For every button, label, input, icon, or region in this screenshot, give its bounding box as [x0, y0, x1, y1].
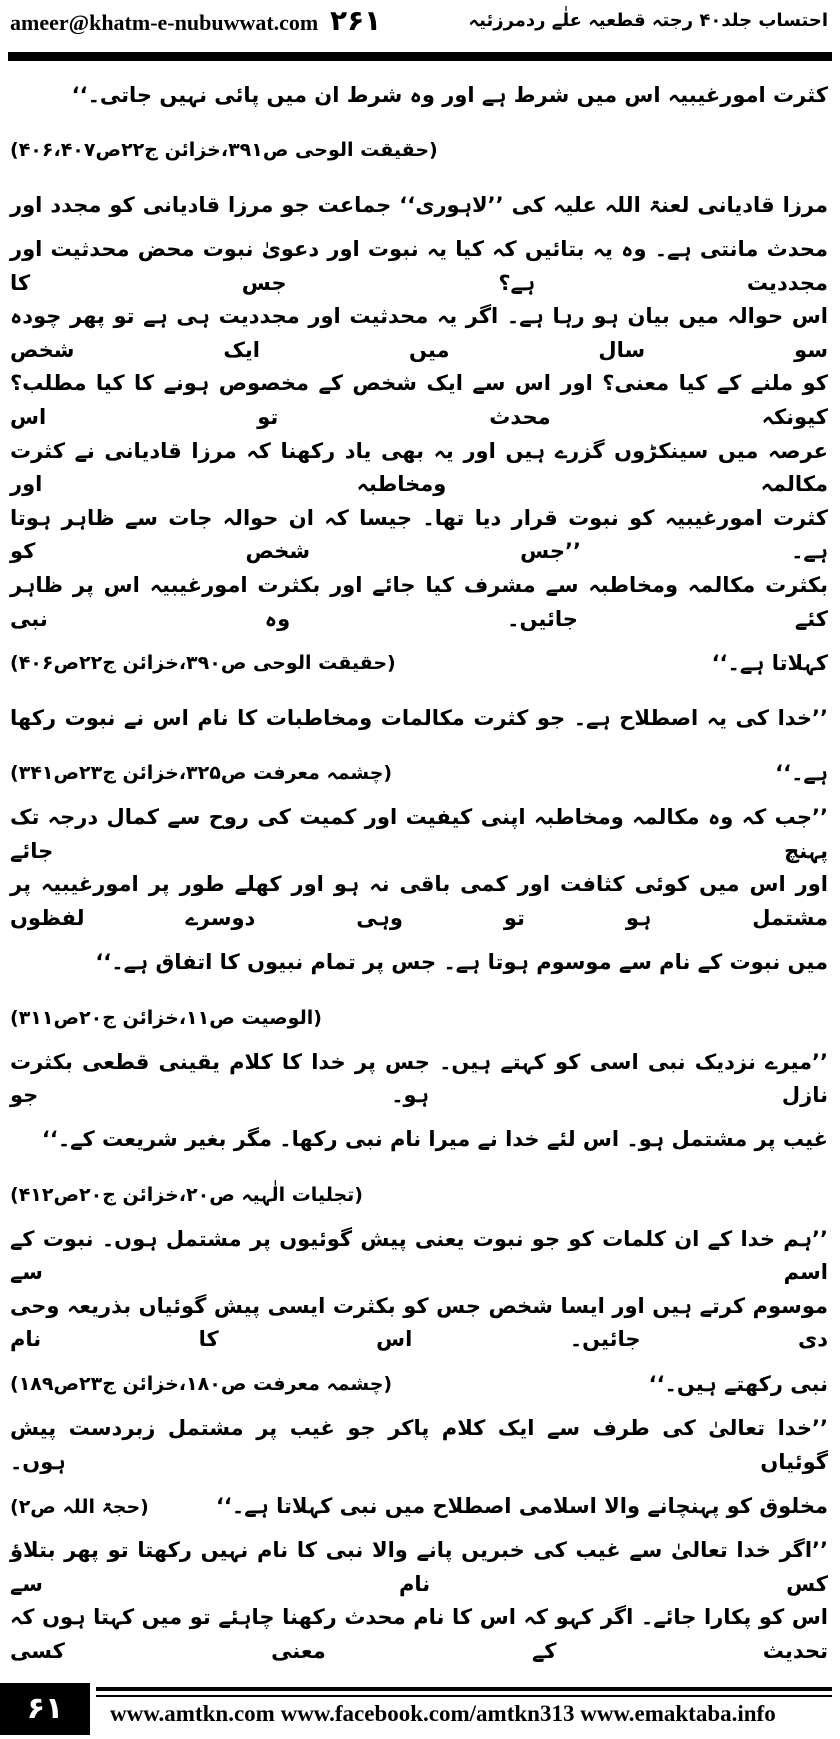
citation: (حقیقت الوحی ص۳۹۰،خزائن ج۲۲ص۴۰۶) [10, 652, 396, 675]
citation: (حجۃ اللہ ص۲) [10, 1495, 149, 1518]
text-row [10, 1113, 828, 1168]
citation: (حقیقت الوحی ص۳۹۱،خزائن ج۲۲ص۴۰۶،۴۰۷) [10, 139, 438, 162]
header-book-title: احتساب جلد۴۰ رجتہ قطعیہ علٰے ردمرزئیہ [468, 10, 828, 31]
text-line: میں نبوت کے نام سے موسوم ہوتا ہے۔ جس پر تمام نبیوں کا اتفاق ہے۔‘‘ [95, 950, 828, 975]
text-line: غیب پر مشتمل ہو۔ اس لئے خدا نے میرا نام نبی رکھا۔ مگر بغیر شریعت کے۔‘‘ [41, 1127, 828, 1152]
text-row [10, 991, 828, 1046]
text-row [10, 68, 828, 123]
header-page-number: ۲۶۱ [330, 4, 382, 37]
citation: (الوصیت ص۱۱،خزائن ج۲۰ص۳۱۱) [10, 1006, 322, 1029]
text-line: محدث مانتی ہے۔ وہ یہ بتائیں کہ کیا یہ نبوت اور دعویٰ نبوت محض محدثیت اور مجددیت ہے؟ جس کا [10, 237, 828, 295]
text-row [10, 1168, 828, 1223]
text-row [10, 1046, 828, 1113]
text-row [10, 123, 828, 178]
text-row [10, 936, 828, 991]
text-line: موسوم کرتے ہیں اور ایسا شخص جس کو بکثرت ایسی پیش گوئیاں بذریعہ وحی دی جائیں۔ اس کا نام [10, 1293, 828, 1352]
page-footer [0, 1679, 840, 1739]
footer-rule-thin [96, 1695, 832, 1697]
text-row [10, 746, 828, 801]
text-line: ’’خدا تعالیٰ کی طرف سے ایک کلام پاکر جو غیب پر مشتمل زبردست پیش گوئیاں ہوں۔ [10, 1416, 828, 1474]
text-row [10, 367, 828, 434]
text-row [10, 569, 828, 636]
text-line: اس کو پکارا جائے۔ اگر کہو کہ اس کا نام محدث رکھنا چاہئے تو میں کہتا ہوں کہ تحدیث کے معنی کسی [10, 1605, 828, 1664]
citation: (چشمہ معرفت ص۳۲۵،خزائن ج۲۳ص۳۴۱) [10, 762, 393, 785]
text-line: کو ملنے کے کیا معنی؟ اور اس سے ایک شخص کے مخصوص ہونے کا کیا مطلب؟ کیونکہ محدث تو اس [10, 371, 828, 429]
text-line: ’’اگر خدا تعالیٰ سے غیب کی خبریں پانے والا نبی کا نام نہیں رکھتا تو پھر بتلاؤ کس نام سے [10, 1538, 828, 1596]
text-row [10, 178, 828, 233]
text-row [10, 801, 828, 868]
text-line: ہے۔‘‘ [775, 760, 828, 785]
text-row [10, 1534, 828, 1601]
footer-urls: www.amtkn.com www.facebook.com/amtkn313 www.emaktaba.info [110, 1700, 776, 1726]
text-row [10, 1357, 828, 1412]
text-row [10, 1601, 828, 1668]
body-text [0, 64, 840, 1669]
text-row [10, 691, 828, 746]
header-email: ameer@khatm-e-nubuwwat.com [10, 10, 319, 35]
text-row [10, 1412, 828, 1479]
text-line: اس حوالہ میں بیان ہو رہا ہے۔ اگر یہ محدثیت اور مجددیت ہی ہے تو پھر چودہ سو سال میں ایک شخص [10, 304, 828, 362]
footer-rule [96, 1687, 832, 1691]
text-line: نبی رکھتے ہیں۔‘‘ [648, 1371, 828, 1396]
text-line: کثرت امورغیبیہ اس میں شرط ہے اور وہ شرط ان میں پائی نہیں جاتی۔‘‘ [71, 82, 828, 107]
text-line: ’’خدا کی یہ اصطلاح ہے۔ جو کثرت مکالمات ومخاطبات کا نام اس نے نبوت رکھا [10, 705, 828, 730]
text-row [10, 868, 828, 935]
text-line: مخلوق کو پہنچانے والا اسلامی اصطلاح میں نبی کہلاتا ہے۔‘‘ [215, 1493, 828, 1518]
text-row [10, 1479, 828, 1534]
page-header [0, 0, 840, 64]
text-line: اور اس میں کوئی کثافت اور کمی باقی نہ ہو اور کھلے طور پر امورغیبیہ پر مشتمل ہو تو وہی دوسرے لفظوں [10, 872, 828, 930]
text-row [10, 1290, 828, 1357]
text-line: بکثرت مکالمہ ومخاطبہ سے مشرف کیا جائے اور بکثرت امورغیبیہ اس پر ظاہر کئے جائیں۔ وہ نبی [10, 572, 828, 631]
header-rule [8, 52, 832, 61]
text-row [10, 502, 828, 569]
citation: (چشمہ معرفت ص۱۸۰،خزائن ج۲۳ص۱۸۹) [10, 1373, 393, 1396]
text-line: ’’ہم خدا کے ان کلمات کو جو نبوت یعنی پیش گوئیوں پر مشتمل ہوں۔ نبوت کے اسم سے [10, 1226, 828, 1285]
text-row [10, 233, 828, 300]
footer-page-box: ۶۱ [0, 1683, 90, 1735]
text-line: ’’میرے نزدیک نبی اسی کو کہتے ہیں۔ جس پر خدا کا کلام یقینی قطعی بکثرت نازل ہو۔ جو [10, 1049, 828, 1108]
text-line: ’’جب کہ وہ مکالمہ ومخاطبہ اپنی کیفیت اور کمیت کی روح سے کمال درجہ تک پہنچ جائے [10, 805, 828, 863]
text-line: کثرت امورغیبیہ کو نبوت قرار دیا تھا۔ جیسا کہ ان حوالہ جات سے ظاہر ہوتا ہے۔ ’’جس شخص کو [10, 505, 828, 564]
text-line: عرصہ میں سینکڑوں گزرے ہیں اور یہ بھی یاد رکھنا کہ مرزا قادیانی نے کثرت مکالمہ ومخاطبہ اور [10, 438, 828, 497]
text-line: کہلاتا ہے۔‘‘ [711, 650, 828, 675]
citation: (تجلیات الٰہیہ ص۲۰،خزائن ج۲۰ص۴۱۲) [10, 1183, 363, 1206]
text-row [10, 636, 828, 691]
text-row [10, 1223, 828, 1290]
text-row [10, 435, 828, 502]
text-row [10, 300, 828, 367]
text-line: مرزا قادیانی لعنۃ اللہ علیہ کی ’’لاہوری‘‘ جماعت جو مرزا قادیانی کو مجدد اور [10, 192, 828, 217]
